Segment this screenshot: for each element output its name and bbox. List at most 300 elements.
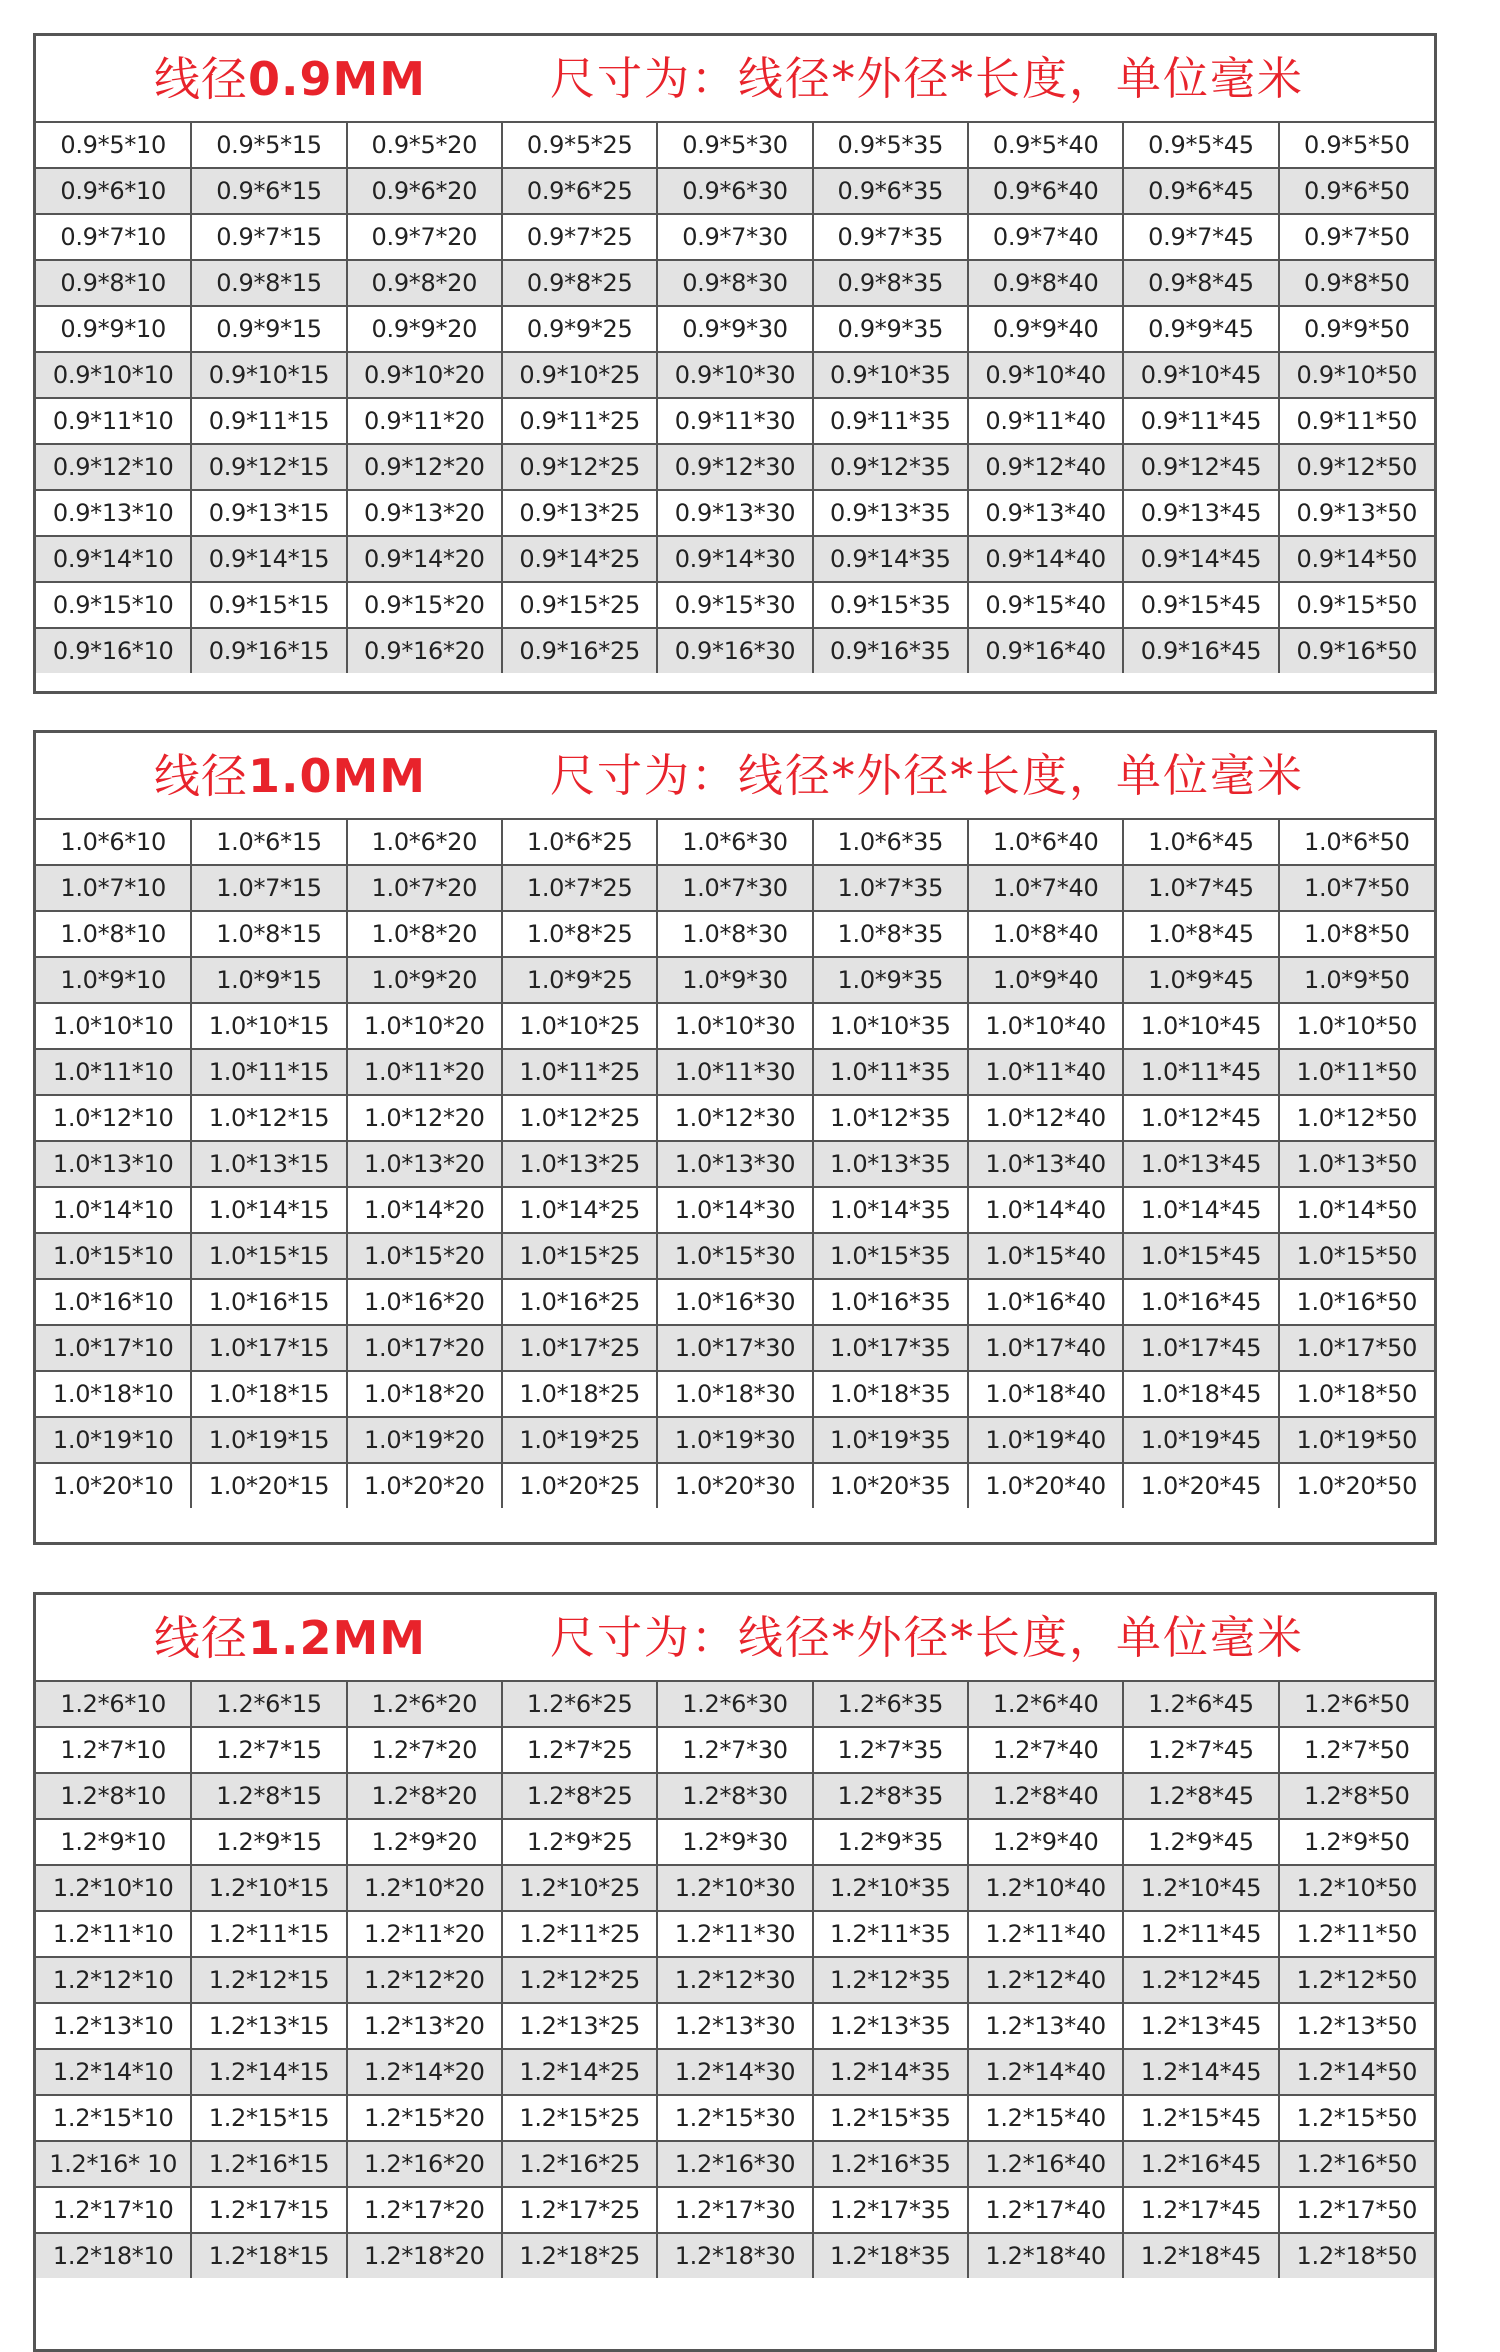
size-cell: 1.2*15*30 — [657, 2095, 812, 2141]
size-cell: 1.2*18*40 — [968, 2233, 1123, 2278]
size-cell: 1.0*7*50 — [1279, 865, 1434, 911]
size-cell: 0.9*14*15 — [191, 536, 346, 582]
size-cell: 0.9*10*50 — [1279, 352, 1434, 398]
size-cell: 0.9*11*25 — [502, 398, 657, 444]
table-row — [36, 2003, 1434, 2049]
size-cell: 1.0*14*25 — [502, 1187, 657, 1233]
table-row — [36, 536, 1434, 582]
size-cell: 0.9*11*30 — [657, 398, 812, 444]
size-cell: 1.2*13*15 — [191, 2003, 346, 2049]
size-cell: 1.2*12*50 — [1279, 1957, 1434, 2003]
table-row — [36, 1233, 1434, 1279]
size-cell: 0.9*7*20 — [347, 214, 502, 260]
size-cell: 0.9*5*15 — [191, 123, 346, 168]
size-cell: 1.0*16*45 — [1123, 1279, 1278, 1325]
size-cell: 1.2*15*10 — [36, 2095, 191, 2141]
size-cell: 1.0*7*35 — [813, 865, 968, 911]
size-cell: 0.9*10*45 — [1123, 352, 1278, 398]
size-cell: 1.2*12*40 — [968, 1957, 1123, 2003]
size-cell: 1.0*20*20 — [347, 1463, 502, 1508]
table-row — [36, 214, 1434, 260]
size-cell: 1.0*15*45 — [1123, 1233, 1278, 1279]
size-cell: 0.9*12*45 — [1123, 444, 1278, 490]
size-cell: 1.2*9*10 — [36, 1819, 191, 1865]
size-cell: 0.9*13*20 — [347, 490, 502, 536]
size-cell: 0.9*16*35 — [813, 628, 968, 673]
table-row — [36, 1325, 1434, 1371]
size-cell: 1.0*16*50 — [1279, 1279, 1434, 1325]
size-cell: 1.2*11*50 — [1279, 1911, 1434, 1957]
size-cell: 1.0*17*20 — [347, 1325, 502, 1371]
size-cell: 1.2*18*25 — [502, 2233, 657, 2278]
size-cell: 0.9*11*15 — [191, 398, 346, 444]
size-cell: 1.0*17*10 — [36, 1325, 191, 1371]
size-cell: 1.2*12*25 — [502, 1957, 657, 2003]
size-cell: 1.2*14*20 — [347, 2049, 502, 2095]
table-row — [36, 2141, 1434, 2187]
size-cell: 1.0*10*50 — [1279, 1003, 1434, 1049]
size-cell: 1.0*11*25 — [502, 1049, 657, 1095]
size-cell: 1.2*14*10 — [36, 2049, 191, 2095]
size-cell: 1.0*14*10 — [36, 1187, 191, 1233]
size-cell: 1.0*6*25 — [502, 820, 657, 865]
size-cell: 1.0*19*20 — [347, 1417, 502, 1463]
size-cell: 1.0*6*45 — [1123, 820, 1278, 865]
size-cell: 0.9*11*45 — [1123, 398, 1278, 444]
table-row — [36, 1865, 1434, 1911]
size-cell: 1.2*11*30 — [657, 1911, 812, 1957]
size-cell: 1.2*6*15 — [191, 1682, 346, 1727]
size-cell: 1.2*6*45 — [1123, 1682, 1278, 1727]
size-cell: 1.0*16*35 — [813, 1279, 968, 1325]
size-cell: 1.0*10*40 — [968, 1003, 1123, 1049]
size-cell: 1.2*16*15 — [191, 2141, 346, 2187]
size-cell: 1.2*9*25 — [502, 1819, 657, 1865]
size-cell: 0.9*16*45 — [1123, 628, 1278, 673]
size-cell: 1.2*18*50 — [1279, 2233, 1434, 2278]
size-cell: 1.0*12*20 — [347, 1095, 502, 1141]
size-cell: 0.9*7*30 — [657, 214, 812, 260]
size-cell: 0.9*13*10 — [36, 490, 191, 536]
size-cell: 1.0*9*25 — [502, 957, 657, 1003]
size-cell: 0.9*11*10 — [36, 398, 191, 444]
size-cell: 0.9*10*35 — [813, 352, 968, 398]
size-cell: 0.9*8*40 — [968, 260, 1123, 306]
size-cell: 1.0*14*35 — [813, 1187, 968, 1233]
size-cell: 1.2*18*20 — [347, 2233, 502, 2278]
size-cell: 1.2*8*20 — [347, 1773, 502, 1819]
size-cell: 0.9*12*20 — [347, 444, 502, 490]
size-cell: 1.0*20*35 — [813, 1463, 968, 1508]
size-cell: 0.9*7*25 — [502, 214, 657, 260]
size-cell: 1.0*16*30 — [657, 1279, 812, 1325]
size-cell: 0.9*15*20 — [347, 582, 502, 628]
size-cell: 1.0*13*40 — [968, 1141, 1123, 1187]
size-cell: 1.0*15*35 — [813, 1233, 968, 1279]
size-cell: 1.0*14*45 — [1123, 1187, 1278, 1233]
size-cell: 0.9*8*15 — [191, 260, 346, 306]
size-cell: 1.0*8*25 — [502, 911, 657, 957]
size-cell: 1.0*18*45 — [1123, 1371, 1278, 1417]
size-cell: 0.9*16*20 — [347, 628, 502, 673]
size-cell: 1.0*18*15 — [191, 1371, 346, 1417]
table-row — [36, 260, 1434, 306]
size-cell: 0.9*14*50 — [1279, 536, 1434, 582]
size-cell: 1.0*13*10 — [36, 1141, 191, 1187]
size-cell: 1.2*7*45 — [1123, 1727, 1278, 1773]
size-cell: 0.9*6*35 — [813, 168, 968, 214]
size-cell: 1.2*17*35 — [813, 2187, 968, 2233]
size-cell: 1.0*18*10 — [36, 1371, 191, 1417]
size-cell: 0.9*9*45 — [1123, 306, 1278, 352]
size-cell: 1.0*7*25 — [502, 865, 657, 911]
size-cell: 0.9*5*50 — [1279, 123, 1434, 168]
size-cell: 1.2*8*10 — [36, 1773, 191, 1819]
size-cell: 1.0*17*40 — [968, 1325, 1123, 1371]
size-cell: 1.0*9*40 — [968, 957, 1123, 1003]
wire-diameter: 0.9MM — [248, 52, 427, 106]
size-cell: 1.2*15*25 — [502, 2095, 657, 2141]
size-cell: 1.2*10*10 — [36, 1865, 191, 1911]
size-cell: 0.9*6*50 — [1279, 168, 1434, 214]
size-cell: 0.9*13*15 — [191, 490, 346, 536]
size-cell: 0.9*14*20 — [347, 536, 502, 582]
table-row — [36, 1957, 1434, 2003]
size-cell: 1.0*18*20 — [347, 1371, 502, 1417]
size-cell: 1.2*11*45 — [1123, 1911, 1278, 1957]
size-cell: 1.0*9*45 — [1123, 957, 1278, 1003]
size-cell: 0.9*7*45 — [1123, 214, 1278, 260]
size-cell: 0.9*16*15 — [191, 628, 346, 673]
size-cell: 0.9*9*25 — [502, 306, 657, 352]
size-cell: 1.2*9*50 — [1279, 1819, 1434, 1865]
size-cell: 0.9*9*30 — [657, 306, 812, 352]
size-cell: 1.2*7*10 — [36, 1727, 191, 1773]
size-cell: 1.2*7*20 — [347, 1727, 502, 1773]
size-cell: 1.0*12*25 — [502, 1095, 657, 1141]
size-cell: 1.2*17*40 — [968, 2187, 1123, 2233]
size-cell: 1.2*12*30 — [657, 1957, 812, 2003]
size-cell: 1.0*11*40 — [968, 1049, 1123, 1095]
size-cell: 0.9*12*35 — [813, 444, 968, 490]
size-cell: 0.9*13*45 — [1123, 490, 1278, 536]
table-row — [36, 2233, 1434, 2278]
size-cell: 1.0*19*25 — [502, 1417, 657, 1463]
size-cell: 0.9*8*35 — [813, 260, 968, 306]
size-cell: 1.0*10*10 — [36, 1003, 191, 1049]
size-cell: 1.0*11*10 — [36, 1049, 191, 1095]
size-cell: 1.0*20*25 — [502, 1463, 657, 1508]
size-cell: 1.0*17*45 — [1123, 1325, 1278, 1371]
size-cell: 1.0*11*30 — [657, 1049, 812, 1095]
size-cell: 1.2*8*45 — [1123, 1773, 1278, 1819]
size-cell: 1.2*13*20 — [347, 2003, 502, 2049]
size-cell: 1.2*9*20 — [347, 1819, 502, 1865]
size-cell: 1.2*11*15 — [191, 1911, 346, 1957]
size-cell: 0.9*13*50 — [1279, 490, 1434, 536]
size-cell: 1.2*12*45 — [1123, 1957, 1278, 2003]
size-note: 尺寸为：线径*外径*长度，单位毫米 — [550, 1611, 1305, 1664]
size-cell: 0.9*12*25 — [502, 444, 657, 490]
size-cell: 1.0*15*50 — [1279, 1233, 1434, 1279]
table-row — [36, 2095, 1434, 2141]
size-cell: 1.2*10*40 — [968, 1865, 1123, 1911]
size-cell: 0.9*16*50 — [1279, 628, 1434, 673]
size-cell: 1.0*15*30 — [657, 1233, 812, 1279]
size-cell: 1.2*9*45 — [1123, 1819, 1278, 1865]
table-row — [36, 1279, 1434, 1325]
size-cell: 1.0*13*25 — [502, 1141, 657, 1187]
size-cell: 1.0*10*35 — [813, 1003, 968, 1049]
size-cell: 1.0*11*35 — [813, 1049, 968, 1095]
size-cell: 1.0*12*40 — [968, 1095, 1123, 1141]
size-cell: 1.0*10*45 — [1123, 1003, 1278, 1049]
size-cell: 0.9*10*25 — [502, 352, 657, 398]
size-cell: 1.0*19*30 — [657, 1417, 812, 1463]
size-cell: 1.0*7*30 — [657, 865, 812, 911]
size-cell: 1.2*13*30 — [657, 2003, 812, 2049]
size-grid — [36, 123, 1434, 673]
table-row — [36, 1463, 1434, 1508]
size-cell: 1.0*15*20 — [347, 1233, 502, 1279]
table-row — [36, 168, 1434, 214]
size-cell: 1.0*8*10 — [36, 911, 191, 957]
size-cell: 1.0*15*15 — [191, 1233, 346, 1279]
size-cell: 0.9*11*20 — [347, 398, 502, 444]
size-cell: 0.9*13*35 — [813, 490, 968, 536]
size-cell: 0.9*7*10 — [36, 214, 191, 260]
size-cell: 1.0*14*15 — [191, 1187, 346, 1233]
size-cell: 1.2*6*35 — [813, 1682, 968, 1727]
size-cell: 0.9*14*30 — [657, 536, 812, 582]
size-cell: 1.0*6*35 — [813, 820, 968, 865]
size-cell: 1.0*8*45 — [1123, 911, 1278, 957]
size-note: 尺寸为：线径*外径*长度，单位毫米 — [550, 52, 1305, 105]
size-cell: 1.2*16*20 — [347, 2141, 502, 2187]
size-cell: 1.0*16*15 — [191, 1279, 346, 1325]
size-cell: 1.2*7*35 — [813, 1727, 968, 1773]
size-cell: 1.2*15*50 — [1279, 2095, 1434, 2141]
table-row — [36, 1003, 1434, 1049]
size-cell: 1.0*17*30 — [657, 1325, 812, 1371]
size-cell: 1.2*11*35 — [813, 1911, 968, 1957]
size-cell: 1.0*8*15 — [191, 911, 346, 957]
size-cell: 1.2*7*40 — [968, 1727, 1123, 1773]
size-cell: 1.0*13*45 — [1123, 1141, 1278, 1187]
table-row — [36, 582, 1434, 628]
size-cell: 1.2*10*50 — [1279, 1865, 1434, 1911]
table-row — [36, 1911, 1434, 1957]
size-cell: 1.0*13*50 — [1279, 1141, 1434, 1187]
size-cell: 0.9*12*30 — [657, 444, 812, 490]
size-cell: 0.9*16*10 — [36, 628, 191, 673]
section-header — [36, 1595, 1434, 1682]
size-cell: 1.2*15*20 — [347, 2095, 502, 2141]
size-grid — [36, 820, 1434, 1508]
size-cell: 0.9*12*10 — [36, 444, 191, 490]
size-cell: 1.2*16*30 — [657, 2141, 812, 2187]
size-cell: 1.2*17*25 — [502, 2187, 657, 2233]
size-cell: 0.9*13*30 — [657, 490, 812, 536]
size-cell: 1.2*14*15 — [191, 2049, 346, 2095]
size-cell: 1.0*9*35 — [813, 957, 968, 1003]
size-cell: 1.0*20*40 — [968, 1463, 1123, 1508]
size-cell: 1.2*6*20 — [347, 1682, 502, 1727]
size-cell: 1.0*10*30 — [657, 1003, 812, 1049]
size-cell: 0.9*13*25 — [502, 490, 657, 536]
size-cell: 1.0*19*10 — [36, 1417, 191, 1463]
table-row — [36, 123, 1434, 168]
size-cell: 1.0*20*30 — [657, 1463, 812, 1508]
size-cell: 1.0*7*45 — [1123, 865, 1278, 911]
size-cell: 0.9*13*40 — [968, 490, 1123, 536]
table-row — [36, 957, 1434, 1003]
size-cell: 1.2*9*40 — [968, 1819, 1123, 1865]
size-cell: 1.0*11*20 — [347, 1049, 502, 1095]
size-cell: 1.2*14*45 — [1123, 2049, 1278, 2095]
size-cell: 1.2*8*50 — [1279, 1773, 1434, 1819]
size-cell: 1.2*18*10 — [36, 2233, 191, 2278]
size-cell: 0.9*5*45 — [1123, 123, 1278, 168]
size-cell: 0.9*12*40 — [968, 444, 1123, 490]
size-cell: 1.2*10*25 — [502, 1865, 657, 1911]
table-row — [36, 911, 1434, 957]
size-cell: 1.0*15*10 — [36, 1233, 191, 1279]
spec-table-0-9mm — [33, 33, 1437, 694]
table-row — [36, 1141, 1434, 1187]
size-cell: 1.2*17*50 — [1279, 2187, 1434, 2233]
size-cell: 1.2*9*15 — [191, 1819, 346, 1865]
size-cell: 1.2*15*40 — [968, 2095, 1123, 2141]
size-cell: 1.0*15*25 — [502, 1233, 657, 1279]
size-cell: 1.0*12*10 — [36, 1095, 191, 1141]
size-cell: 1.0*6*30 — [657, 820, 812, 865]
size-cell: 0.9*14*40 — [968, 536, 1123, 582]
section-title: 线径1.0MM — [154, 749, 427, 803]
size-cell: 0.9*16*25 — [502, 628, 657, 673]
size-cell: 1.0*13*15 — [191, 1141, 346, 1187]
size-cell: 1.2*16* 10 — [36, 2141, 191, 2187]
size-cell: 1.0*6*40 — [968, 820, 1123, 865]
size-cell: 1.0*12*45 — [1123, 1095, 1278, 1141]
size-note: 尺寸为：线径*外径*长度，单位毫米 — [550, 749, 1305, 802]
size-cell: 1.0*8*30 — [657, 911, 812, 957]
size-cell: 1.0*17*35 — [813, 1325, 968, 1371]
size-cell: 0.9*9*20 — [347, 306, 502, 352]
size-cell: 0.9*9*35 — [813, 306, 968, 352]
size-cell: 0.9*11*40 — [968, 398, 1123, 444]
size-cell: 0.9*12*15 — [191, 444, 346, 490]
size-cell: 0.9*15*10 — [36, 582, 191, 628]
table-row — [36, 444, 1434, 490]
table-row — [36, 2187, 1434, 2233]
size-cell: 1.0*20*45 — [1123, 1463, 1278, 1508]
size-cell: 1.0*7*10 — [36, 865, 191, 911]
size-cell: 1.0*18*25 — [502, 1371, 657, 1417]
size-cell: 0.9*7*40 — [968, 214, 1123, 260]
size-cell: 0.9*15*45 — [1123, 582, 1278, 628]
size-cell: 0.9*8*20 — [347, 260, 502, 306]
size-cell: 1.0*7*40 — [968, 865, 1123, 911]
table-row — [36, 1417, 1434, 1463]
size-cell: 1.2*8*40 — [968, 1773, 1123, 1819]
size-cell: 0.9*7*35 — [813, 214, 968, 260]
size-cell: 1.0*9*30 — [657, 957, 812, 1003]
size-cell: 1.0*10*15 — [191, 1003, 346, 1049]
size-cell: 1.2*16*45 — [1123, 2141, 1278, 2187]
size-cell: 1.2*18*35 — [813, 2233, 968, 2278]
size-cell: 0.9*11*35 — [813, 398, 968, 444]
size-cell: 0.9*5*25 — [502, 123, 657, 168]
size-cell: 1.0*12*30 — [657, 1095, 812, 1141]
size-grid — [36, 1682, 1434, 2278]
size-cell: 0.9*14*35 — [813, 536, 968, 582]
size-cell: 1.2*14*50 — [1279, 2049, 1434, 2095]
size-cell: 1.0*9*15 — [191, 957, 346, 1003]
size-cell: 1.2*6*10 — [36, 1682, 191, 1727]
size-cell: 1.0*18*30 — [657, 1371, 812, 1417]
size-cell: 0.9*10*40 — [968, 352, 1123, 398]
size-cell: 1.0*11*45 — [1123, 1049, 1278, 1095]
size-cell: 1.2*6*50 — [1279, 1682, 1434, 1727]
size-cell: 1.2*7*30 — [657, 1727, 812, 1773]
size-cell: 0.9*6*40 — [968, 168, 1123, 214]
size-cell: 1.2*6*25 — [502, 1682, 657, 1727]
size-cell: 1.2*12*15 — [191, 1957, 346, 2003]
size-cell: 1.0*19*50 — [1279, 1417, 1434, 1463]
size-cell: 1.0*14*50 — [1279, 1187, 1434, 1233]
size-cell: 0.9*9*50 — [1279, 306, 1434, 352]
size-cell: 1.2*7*25 — [502, 1727, 657, 1773]
size-cell: 1.0*7*20 — [347, 865, 502, 911]
size-cell: 0.9*15*30 — [657, 582, 812, 628]
size-cell: 1.2*12*10 — [36, 1957, 191, 2003]
size-cell: 1.2*11*10 — [36, 1911, 191, 1957]
size-cell: 0.9*10*30 — [657, 352, 812, 398]
size-cell: 1.2*8*25 — [502, 1773, 657, 1819]
size-cell: 1.0*8*50 — [1279, 911, 1434, 957]
size-cell: 0.9*10*10 — [36, 352, 191, 398]
size-cell: 0.9*10*15 — [191, 352, 346, 398]
size-cell: 1.0*13*35 — [813, 1141, 968, 1187]
table-row — [36, 1049, 1434, 1095]
size-cell: 1.2*6*30 — [657, 1682, 812, 1727]
size-cell: 1.0*9*50 — [1279, 957, 1434, 1003]
size-cell: 1.2*16*25 — [502, 2141, 657, 2187]
section-header — [36, 733, 1434, 820]
size-cell: 1.0*18*50 — [1279, 1371, 1434, 1417]
size-cell: 0.9*11*50 — [1279, 398, 1434, 444]
size-cell: 1.2*14*35 — [813, 2049, 968, 2095]
size-cell: 1.0*18*35 — [813, 1371, 968, 1417]
table-row — [36, 2049, 1434, 2095]
size-cell: 1.2*12*35 — [813, 1957, 968, 2003]
size-cell: 1.2*18*45 — [1123, 2233, 1278, 2278]
size-cell: 1.2*13*10 — [36, 2003, 191, 2049]
table-row — [36, 352, 1434, 398]
size-cell: 0.9*8*30 — [657, 260, 812, 306]
size-cell: 0.9*15*25 — [502, 582, 657, 628]
size-cell: 1.2*8*15 — [191, 1773, 346, 1819]
size-cell: 0.9*14*25 — [502, 536, 657, 582]
size-cell: 0.9*6*10 — [36, 168, 191, 214]
size-cell: 1.2*10*45 — [1123, 1865, 1278, 1911]
spec-table-1-2mm — [33, 1592, 1437, 2352]
size-cell: 1.0*16*40 — [968, 1279, 1123, 1325]
size-cell: 1.2*12*20 — [347, 1957, 502, 2003]
size-cell: 1.2*15*45 — [1123, 2095, 1278, 2141]
size-cell: 1.2*15*15 — [191, 2095, 346, 2141]
